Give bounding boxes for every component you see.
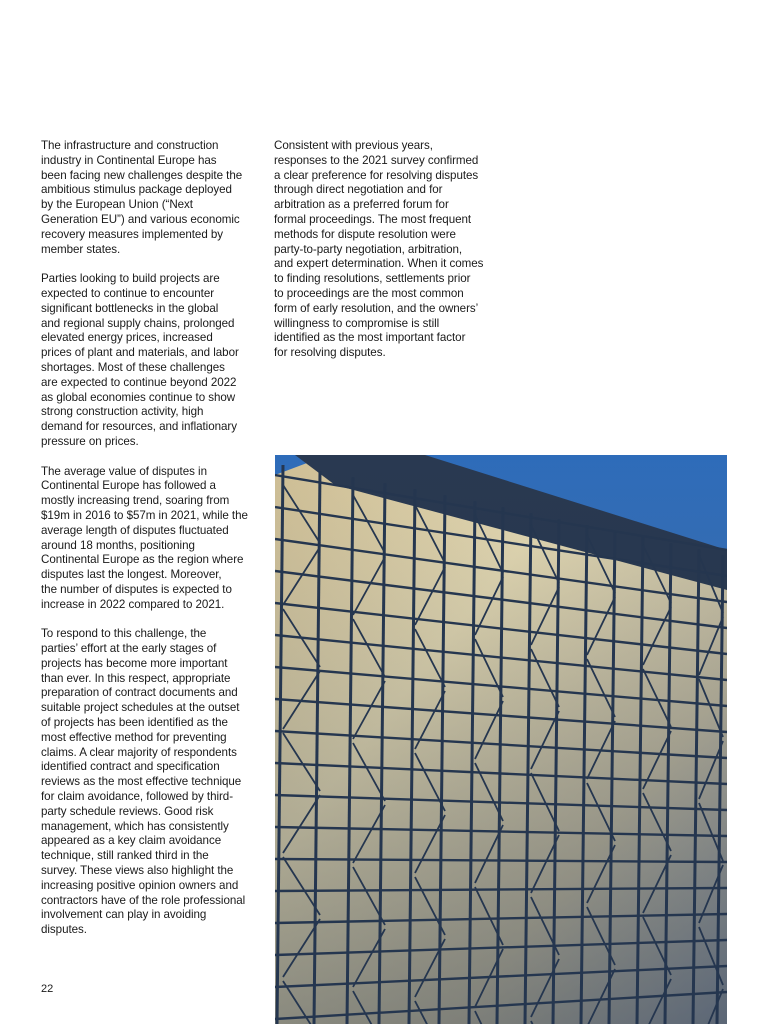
left-text-column bbox=[41, 139, 261, 953]
paragraph: The infrastructure and construction industry in Continental Europe has been facing new challenges despite the ambitious stimulus package deployed by the European Union (“Next Generation EU”) and various economic recovery measures implemented by member states. bbox=[41, 139, 243, 256]
scaffolding-illustration bbox=[275, 455, 727, 1024]
right-text-column bbox=[274, 139, 496, 376]
scaffolding-photo bbox=[275, 455, 727, 1024]
paragraph: Parties looking to build projects are expected to continue to encounter significant bottlenecks in the global and regional supply chains, prolonged elevated energy prices, increased prices of plant and materials, and labor shortages. Most of these challenges are expected to continue beyond 2022 as global economies continue to show strong construction activity, high demand for resources, and inflationary pressure on prices. bbox=[41, 272, 239, 448]
paragraph: To respond to this challenge, the parties’ effort at the early stages of projects has become more important than ever. In this respect, appropriate preparation of contract documents and suitable project schedules at the outset of projects has been identified as the most effective method for preventing claims. A clear majority of respondents identified contract and specification reviews as the most effective technique for claim avoidance, followed by third- party schedule reviews. Good risk management, which has consistently appeared as a key claim avoidance technique, still ranked third in the survey. These views also highlight the increasing positive opinion owners and contractors have of the role professional involvement can play in avoiding disputes. bbox=[41, 627, 246, 937]
paragraph: The average value of disputes in Continental Europe has followed a mostly increasing trend, soaring from $19m in 2016 to $57m in 2021, while the average length of disputes fluctuated around 18 months, positioning Continental Europe as the region where disputes last the longest. Moreover, the number of disputes is expected to increase in 2022 compared to 2021. bbox=[41, 464, 248, 611]
paragraph: Consistent with previous years, responses to the 2021 survey confirmed a clear preference for resolving disputes through direct negotiation and for arbitration as a preferred forum for formal proceedings. The most frequent methods for dispute resolution were party-to-party negotiation, arbitration, and expert determination. When it comes to finding resolutions, settlements prior to proceedings are the most common form of early resolution, and the owners’ willingness to compromise is still identified as the most important factor for resolving disputes. bbox=[274, 139, 484, 360]
page-number: 22 bbox=[41, 983, 54, 995]
